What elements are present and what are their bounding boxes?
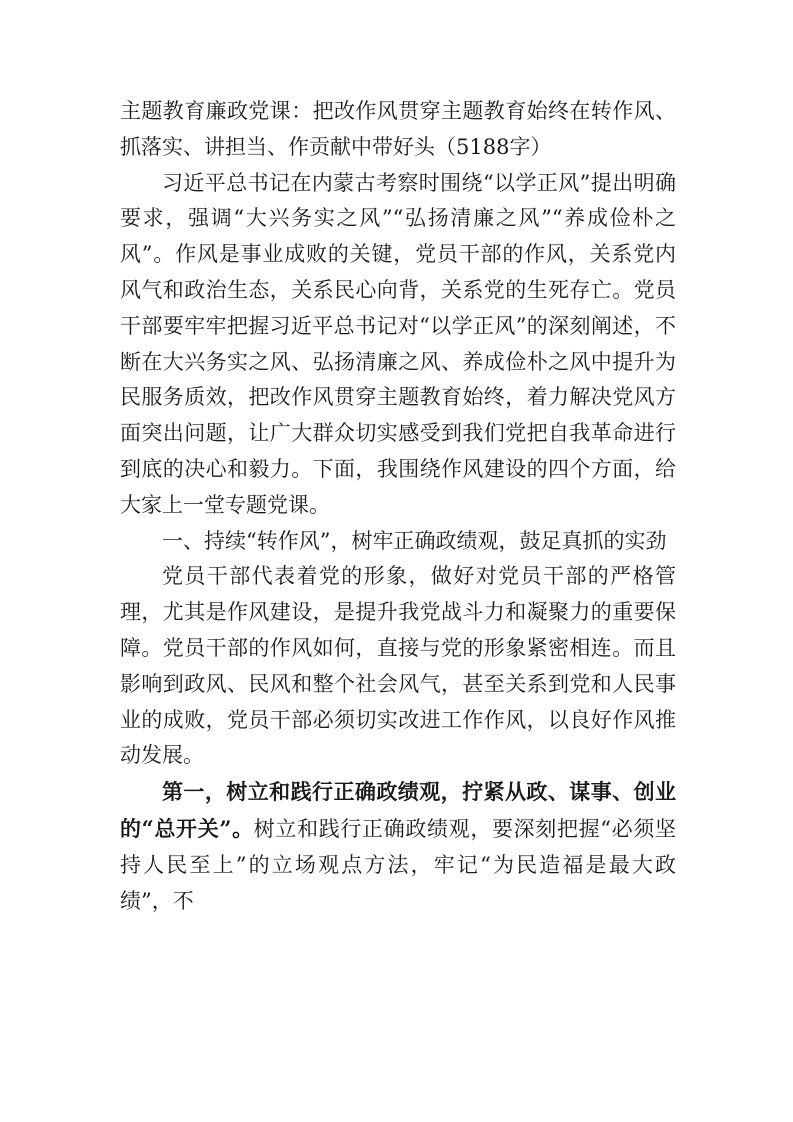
point-1-lead: 第一，树立和践行正确政绩观，拧紧从政、谋事、创业的“总开关”。 [120, 779, 676, 841]
section-heading-1: 一、持续“转作风”，树牢正确政绩观，鼓足真抓的实劲 [162, 528, 667, 553]
intro-paragraph: 习近平总书记在内蒙古考察时围绕“以学正风”提出明确要求，强调“大兴务实之风”“弘扬清廉之风”“养成俭朴之风”。作风是事业成败的关键，党员干部的作风，关系党内风气和政治生态，关系民心向背，关系党的生死存亡。党员干部要牢牢把握习近平总书记对“以学正风”的深刻阐述，不断在大兴务实之风、弘扬清廉之风、养成俭朴之风中提升为民服务质效，把改作风贯穿主题教育始终，着力解决党风方面突出问题，让广大群众切实感受到我们党把自我革命进行到底的决心和毅力。下面，我围绕作风建设的四个方面，给大家上一堂专题党课。 [120, 170, 676, 517]
point-1-body: 树立和践行正确政绩观，要深刻把握“必须坚持人民至上”的立场观点方法，牢记“为民造福是最大政绩”，不 [120, 816, 676, 913]
document-page [120, 94, 676, 919]
section-1-paragraph: 党员干部代表着党的形象，做好对党员干部的严格管理，尤其是作风建设，是提升我党战斗力和凝聚力的重要保障。党员干部的作风如何，直接与党的形象紧密相连。而且影响到政风、民风和整个社会风气，甚至关系到党和人民事业的成败，党员干部必须切实改进工作作风，以良好作风推动发展。 [120, 564, 676, 768]
document-title: 主题教育廉政党课：把改作风贯穿主题教育始终在转作风、抓落实、讲担当、作贡献中带好头（5188字） [120, 99, 676, 159]
point-1-paragraph [120, 774, 676, 919]
